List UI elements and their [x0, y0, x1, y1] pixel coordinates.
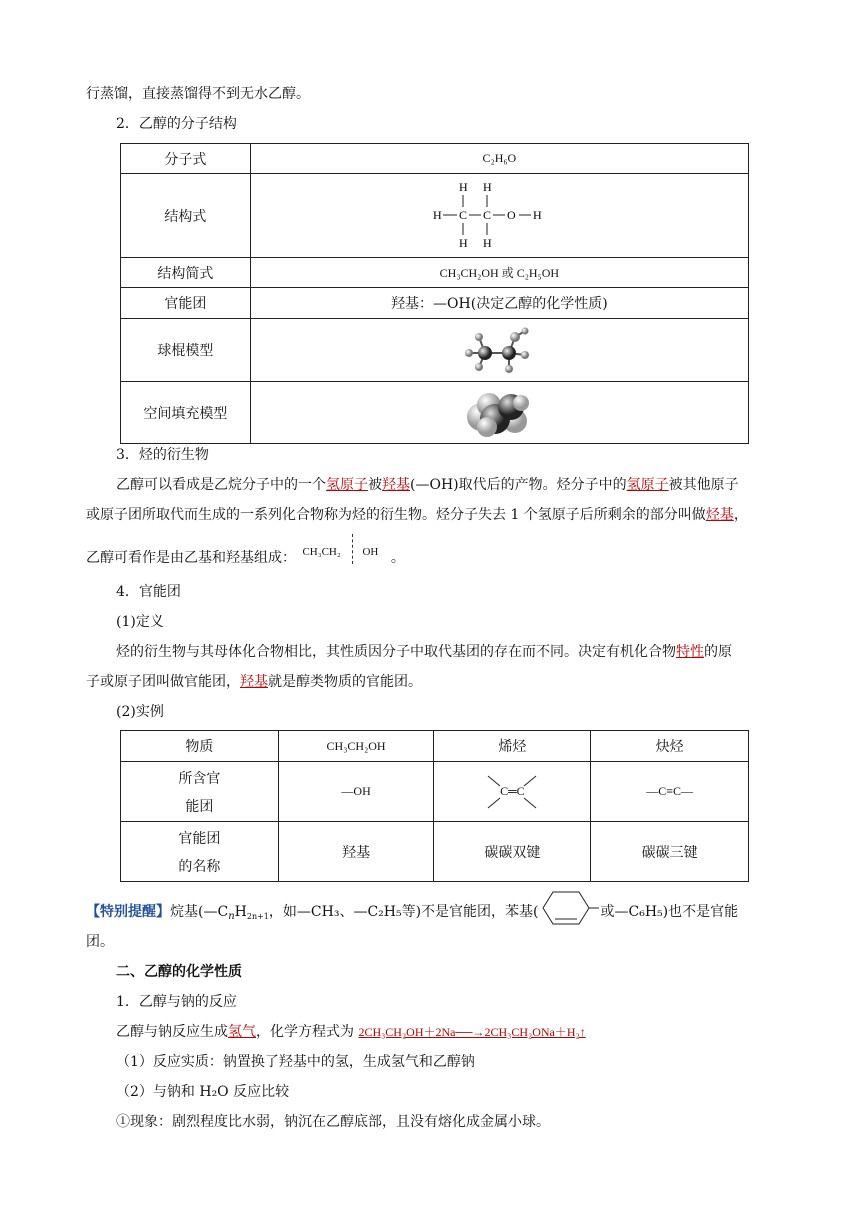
row-label: 结构式 [121, 174, 251, 258]
structural-formula [250, 174, 748, 258]
svg-text:H: H [483, 235, 493, 250]
svg-text:H: H [483, 179, 493, 194]
heading-functional-group: 4．官能团 [116, 584, 181, 600]
derivatives-line3: 乙醇可看作是由乙基和羟基组成： CH₃CH₂ OH 。 [86, 548, 786, 568]
row-label: 球棍模型 [121, 319, 251, 382]
definition-line2: 子或原子团叫做官能团，羟基就是醇类物质的官能团。 [86, 674, 422, 690]
row-label: 分子式 [121, 144, 251, 174]
phenomenon: ①现象：剧烈程度比水弱，钠沉在乙醇底部，且没有熔化成金属小球。 [116, 1114, 550, 1130]
hydroxyl-group: OH [362, 546, 379, 558]
molecular-formula: C₂H₆O [250, 144, 748, 174]
ethyl-group: CH₃CH₂ [302, 546, 341, 558]
svg-text:H: H [533, 207, 543, 222]
group-triple-bond: —C≡C— [591, 762, 749, 822]
svg-text:O: O [507, 207, 517, 222]
structure-table [120, 143, 749, 444]
header-alkene: 烯烃 [434, 731, 591, 762]
name-double-bond: 碳碳双键 [434, 822, 591, 882]
name-hydroxyl: 羟基 [278, 822, 434, 882]
header-substance: 物质 [121, 731, 279, 762]
special-note-end: 团。 [86, 934, 114, 950]
row-label: 结构简式 [121, 258, 251, 288]
derivatives-line2: 或原子团所取代而生成的一系列化合物称为烃的衍生物。烃分子失去 1 个氢原子后所剩余的部分叫做烃基， [86, 507, 748, 523]
heading-derivatives: 3．烃的衍生物 [116, 447, 209, 463]
special-note: 【特别提醒】烷基($—C_nH_{2n+1}$，如—CH₃、—C₂H₅等)不是官能团，苯基( 或—C₆H₅)也不是官能 [86, 902, 790, 927]
svg-text:H: H [459, 179, 469, 194]
functional-group-table [120, 730, 749, 882]
svg-text:H: H [459, 235, 469, 250]
group-hydroxyl: —OH [278, 762, 434, 822]
derivatives-line1: 乙醇可以看成是乙烷分子中的一个氢原子被羟基(—OH)取代后的产物。烃分子中的氢原子被其他原子 [116, 477, 739, 493]
comparison-heading: （2）与钠和 H₂O 反应比较 [116, 1084, 290, 1100]
simplified-formula: CH₃CH₂OH 或 C₂H₅OH [250, 258, 748, 288]
row-label: 官能团 [121, 288, 251, 319]
subheading-definition: (1)定义 [116, 614, 164, 630]
reaction-equation-line: 乙醇与钠反应生成氢气，化学方程式为 2CH₃CH₂OH＋2Na──→2CH₃CH₂ONa＋H₂↑ [116, 1024, 586, 1040]
label-contains: 所含官 能团 [121, 762, 279, 822]
functional-group: 羟基：—OH(决定乙醇的化学性质) [250, 288, 748, 319]
heading-sodium-reaction: 1．乙醇与钠的反应 [116, 994, 237, 1010]
section-chemical-properties: 二、乙醇的化学性质 [116, 964, 242, 980]
space-filling-model [250, 382, 748, 444]
row-label: 空间填充模型 [121, 382, 251, 444]
svg-text:C: C [483, 207, 492, 222]
ball-stick-model [250, 319, 748, 382]
svg-text:H: H [433, 207, 443, 222]
header-ethanol: CH₃CH₂OH [278, 731, 434, 762]
name-triple-bond: 碳碳三键 [591, 822, 749, 882]
benzene-ring-icon [539, 902, 601, 922]
subheading-examples: (2)实例 [116, 704, 164, 720]
svg-text:C: C [459, 207, 468, 222]
heading-molecular-structure: 2．乙醇的分子结构 [116, 116, 237, 132]
group-double-bond: C═C [434, 762, 591, 822]
header-alkyne: 炔烃 [591, 731, 749, 762]
label-name: 官能团 的名称 [121, 822, 279, 882]
definition-line1: 烃的衍生物与其母体化合物相比，其性质因分子中取代基团的存在而不同。决定有机化合物特性的原 [116, 644, 732, 660]
reaction-essence: （1）反应实质：钠置换了羟基中的氢，生成氢气和乙醇钠 [116, 1054, 475, 1070]
paragraph-continuation: 行蒸馏，直接蒸馏得不到无水乙醇。 [86, 86, 310, 102]
